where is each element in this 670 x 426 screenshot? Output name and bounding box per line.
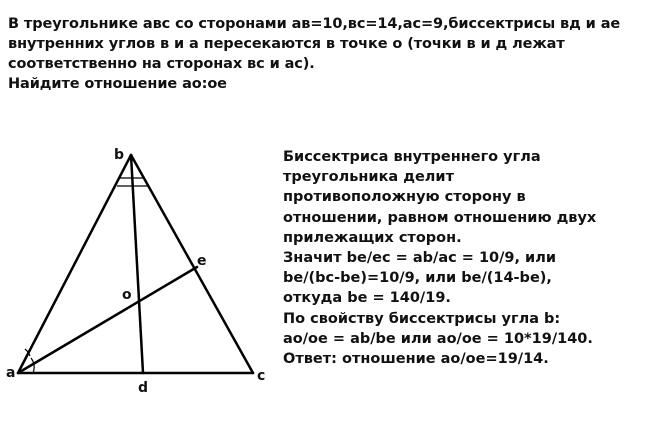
solution-line: прилежащих сторон. — [283, 229, 462, 246]
solution-text — [283, 147, 663, 369]
point-label-o: o — [122, 287, 132, 303]
point-label-d: d — [138, 380, 149, 396]
solution-line: отношении, равном отношению двух — [283, 209, 597, 226]
problem-question: Найдите отношение ао:ое — [8, 76, 227, 92]
solution-line: ao/oe = ab/be или ao/oe = 10*19/140. — [283, 330, 593, 347]
solution-line: По свойству биссектрисы угла b: — [283, 310, 561, 327]
problem-line: В треугольнике авс со сторонами ав=10,вс=14,ас=9,биссектрисы вд и ае — [8, 16, 621, 32]
solution-line: противоположную сторону в — [283, 189, 526, 206]
solution-line: Значит be/ec = ab/ac = 10/9, или — [283, 250, 557, 267]
solution-line: be/(bc-be)=10/9, или be/(14-be), — [283, 270, 552, 287]
vertex-label-b: b — [114, 147, 125, 163]
bisector-bd — [131, 155, 143, 373]
solution-line: треугольника делит — [283, 169, 454, 186]
solution-answer: Ответ: отношение ao/oe=19/14. — [283, 351, 549, 368]
side-bc — [131, 155, 253, 373]
vertex-label-a: a — [6, 365, 16, 381]
point-label-e: e — [197, 253, 207, 269]
solution-line: откуда be = 140/19. — [283, 290, 451, 307]
solution-line: Биссектриса внутреннего угла — [283, 149, 541, 165]
problem-line: соответственно на сторонах вс и ас). — [8, 56, 315, 72]
problem-line: внутренних углов в и а пересекаются в точке о (точки в и д лежат — [8, 36, 565, 52]
vertex-label-c: c — [257, 368, 266, 384]
